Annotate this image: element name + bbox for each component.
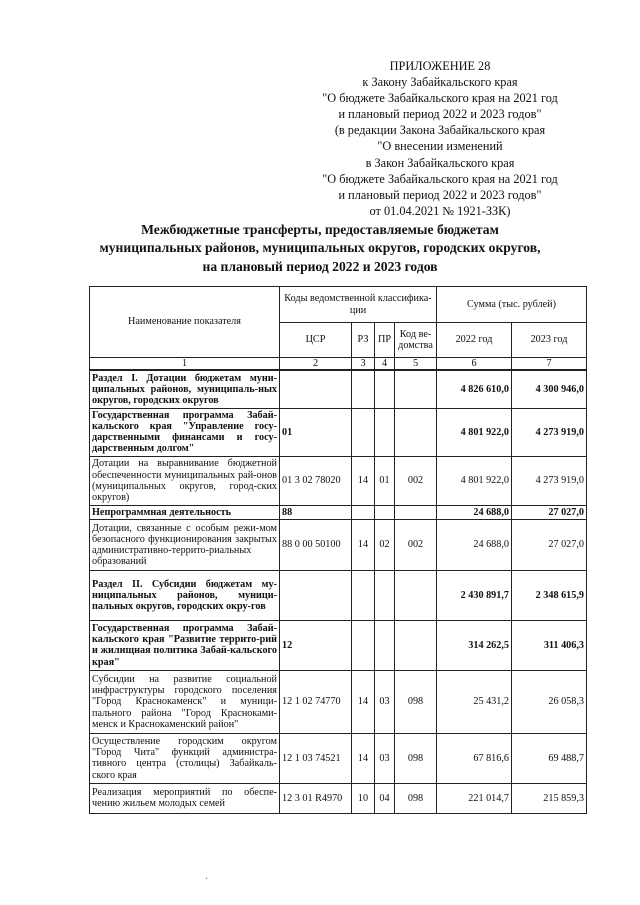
document-title: [85, 221, 555, 276]
row-sum-2022: 2 430 891,7: [437, 570, 512, 620]
header-2023: 2023 год: [512, 323, 587, 358]
column-number: 5: [395, 358, 437, 371]
table-row: [90, 408, 587, 456]
appendix-line: и плановый период 2022 и 2023 годов": [338, 187, 542, 202]
appendix-line: (в редакции Закона Забайкальского края: [334, 123, 546, 138]
row-dept: 098: [395, 783, 437, 813]
row-sum-2022: 67 816,6: [437, 733, 512, 783]
row-sum-2023: 4 300 946,0: [512, 370, 587, 408]
row-sum-2023: 2 348 615,9: [512, 570, 587, 620]
table-row: [90, 733, 587, 783]
row-sum-2022: 314 262,5: [437, 620, 512, 670]
table-row: [90, 519, 587, 570]
row-pr: 01: [375, 456, 395, 505]
row-dept: [395, 570, 437, 620]
appendix-line: и плановый период 2022 и 2023 годов": [338, 107, 542, 122]
header-sum-group: Сумма (тыс. рублей): [437, 287, 587, 323]
row-dept: [395, 505, 437, 519]
row-dept: [395, 620, 437, 670]
row-pr: 03: [375, 670, 395, 733]
table-row: [90, 670, 587, 733]
header-name: Наименование показателя: [90, 287, 280, 358]
row-csr: 88: [280, 505, 352, 519]
row-sum-2022: 24 688,0: [437, 519, 512, 570]
row-sum-2023: 27 027,0: [512, 505, 587, 519]
row-sum-2022: 4 801 922,0: [437, 456, 512, 505]
row-sum-2023: 26 058,3: [512, 670, 587, 733]
row-rz: 14: [352, 456, 375, 505]
row-rz: 14: [352, 519, 375, 570]
title-line: муниципальных районов, муниципальных округов, городских округов,: [99, 240, 541, 256]
title-line: Межбюджетные трансферты, предоставляемые бюджетам: [141, 222, 499, 237]
row-pr: 04: [375, 783, 395, 813]
row-pr: 02: [375, 519, 395, 570]
header-2022: 2022 год: [437, 323, 512, 358]
row-dept: 002: [395, 456, 437, 505]
appendix-line: к Закону Забайкальского края: [362, 75, 518, 90]
appendix-line: "О бюджете Забайкальского края на 2021 год: [322, 171, 558, 186]
appendix-line: ПРИЛОЖЕНИЕ 28: [389, 59, 491, 73]
table-row: [90, 456, 587, 505]
row-rz: [352, 505, 375, 519]
table-row: [90, 620, 587, 670]
row-sum-2022: 4 826 610,0: [437, 370, 512, 408]
row-sum-2022: 24 688,0: [437, 505, 512, 519]
row-csr: [280, 570, 352, 620]
row-csr: 12 1 02 74770: [280, 670, 352, 733]
row-sum-2023: 4 273 919,0: [512, 456, 587, 505]
header-dept: Код ве-домства: [395, 323, 437, 358]
transfers-table: [89, 286, 587, 814]
row-rz: [352, 620, 375, 670]
appendix-line: "О внесении изменений: [377, 139, 503, 154]
row-pr: 03: [375, 733, 395, 783]
row-rz: 14: [352, 733, 375, 783]
row-pr: [375, 370, 395, 408]
row-csr: 12 3 01 R4970: [280, 783, 352, 813]
row-sum-2023: 311 406,3: [512, 620, 587, 670]
row-name: Раздел I. Дотации бюджетам муни-ципальных районов, муниципаль-ных округов, городских округов: [90, 370, 280, 408]
column-number: 4: [375, 358, 395, 371]
row-csr: 01 3 02 78020: [280, 456, 352, 505]
row-name: Реализация мероприятий по обеспе-чению жильем молодых семей: [90, 783, 280, 813]
row-name: Субсидии на развитие социальной инфраструктуры городского поселения "Город Краснокаменск" и муници-пального района "Город Красноками-менск и Краснокаменский район": [90, 670, 280, 733]
row-dept: [395, 408, 437, 456]
row-pr: [375, 505, 395, 519]
row-rz: [352, 408, 375, 456]
appendix-line: от 01.04.2021 № 1921-ЗЗК): [369, 203, 511, 218]
row-rz: [352, 570, 375, 620]
table-row: [90, 783, 587, 813]
row-sum-2023: 4 273 919,0: [512, 408, 587, 456]
column-number: 6: [437, 358, 512, 371]
row-csr: 12: [280, 620, 352, 670]
title-line: на плановый период 2022 и 2023 годов: [202, 258, 438, 274]
header-codes-group: Коды ведомственной классифика-ции: [280, 287, 437, 323]
column-number: 2: [280, 358, 352, 371]
row-dept: 002: [395, 519, 437, 570]
column-number-row: [90, 358, 587, 371]
row-name: Дотации на выравнивание бюджетной обеспеченности муниципальных рай-онов (муниципальных округов, город-ских округов): [90, 456, 280, 505]
row-dept: [395, 370, 437, 408]
row-dept: 098: [395, 733, 437, 783]
row-name: Осуществление городским округом "Город Чита" функций администра-тивного центра (столицы) Забайкаль-ского края: [90, 733, 280, 783]
appendix-line: в Закон Забайкальского края: [365, 155, 515, 170]
row-sum-2022: 221 014,7: [437, 783, 512, 813]
row-rz: 10: [352, 783, 375, 813]
row-pr: [375, 620, 395, 670]
row-rz: 14: [352, 670, 375, 733]
row-pr: [375, 408, 395, 456]
column-number: 3: [352, 358, 375, 371]
scan-speck: ·: [205, 874, 209, 885]
row-sum-2022: 25 431,2: [437, 670, 512, 733]
appendix-line: "О бюджете Забайкальского края на 2021 год: [322, 91, 558, 106]
column-number: 7: [512, 358, 587, 371]
appendix-header: [290, 58, 590, 219]
row-name: Раздел II. Субсидии бюджетам му-ниципальных районов, муници-пальных округов, городских окру-гов: [90, 570, 280, 620]
row-csr: 12 1 03 74521: [280, 733, 352, 783]
row-sum-2023: 27 027,0: [512, 519, 587, 570]
row-pr: [375, 570, 395, 620]
row-csr: 01: [280, 408, 352, 456]
table-row: [90, 505, 587, 519]
row-sum-2022: 4 801 922,0: [437, 408, 512, 456]
header-csr: ЦСР: [280, 323, 352, 358]
row-dept: 098: [395, 670, 437, 733]
table-row: [90, 370, 587, 408]
header-rz: РЗ: [352, 323, 375, 358]
row-name: Государственная программа Забай-кальского края "Развитие террито-рий и жилищная политика Забай-кальского края": [90, 620, 280, 670]
row-name: Государственная программа Забай-кальского края "Управление госу-дарственными финансами и госу-дарственным долгом": [90, 408, 280, 456]
row-csr: 88 0 00 50100: [280, 519, 352, 570]
row-name: Дотации, связанные с особым режи-мом безопасного функционирования закрытых административно-террито-риальных образований: [90, 519, 280, 570]
row-sum-2023: 69 488,7: [512, 733, 587, 783]
row-csr: [280, 370, 352, 408]
table-body: [90, 370, 587, 813]
row-sum-2023: 215 859,3: [512, 783, 587, 813]
row-name: Непрограммная деятельность: [90, 505, 280, 519]
table-row: [90, 570, 587, 620]
row-rz: [352, 370, 375, 408]
header-pr: ПР: [375, 323, 395, 358]
column-number: 1: [90, 358, 280, 371]
